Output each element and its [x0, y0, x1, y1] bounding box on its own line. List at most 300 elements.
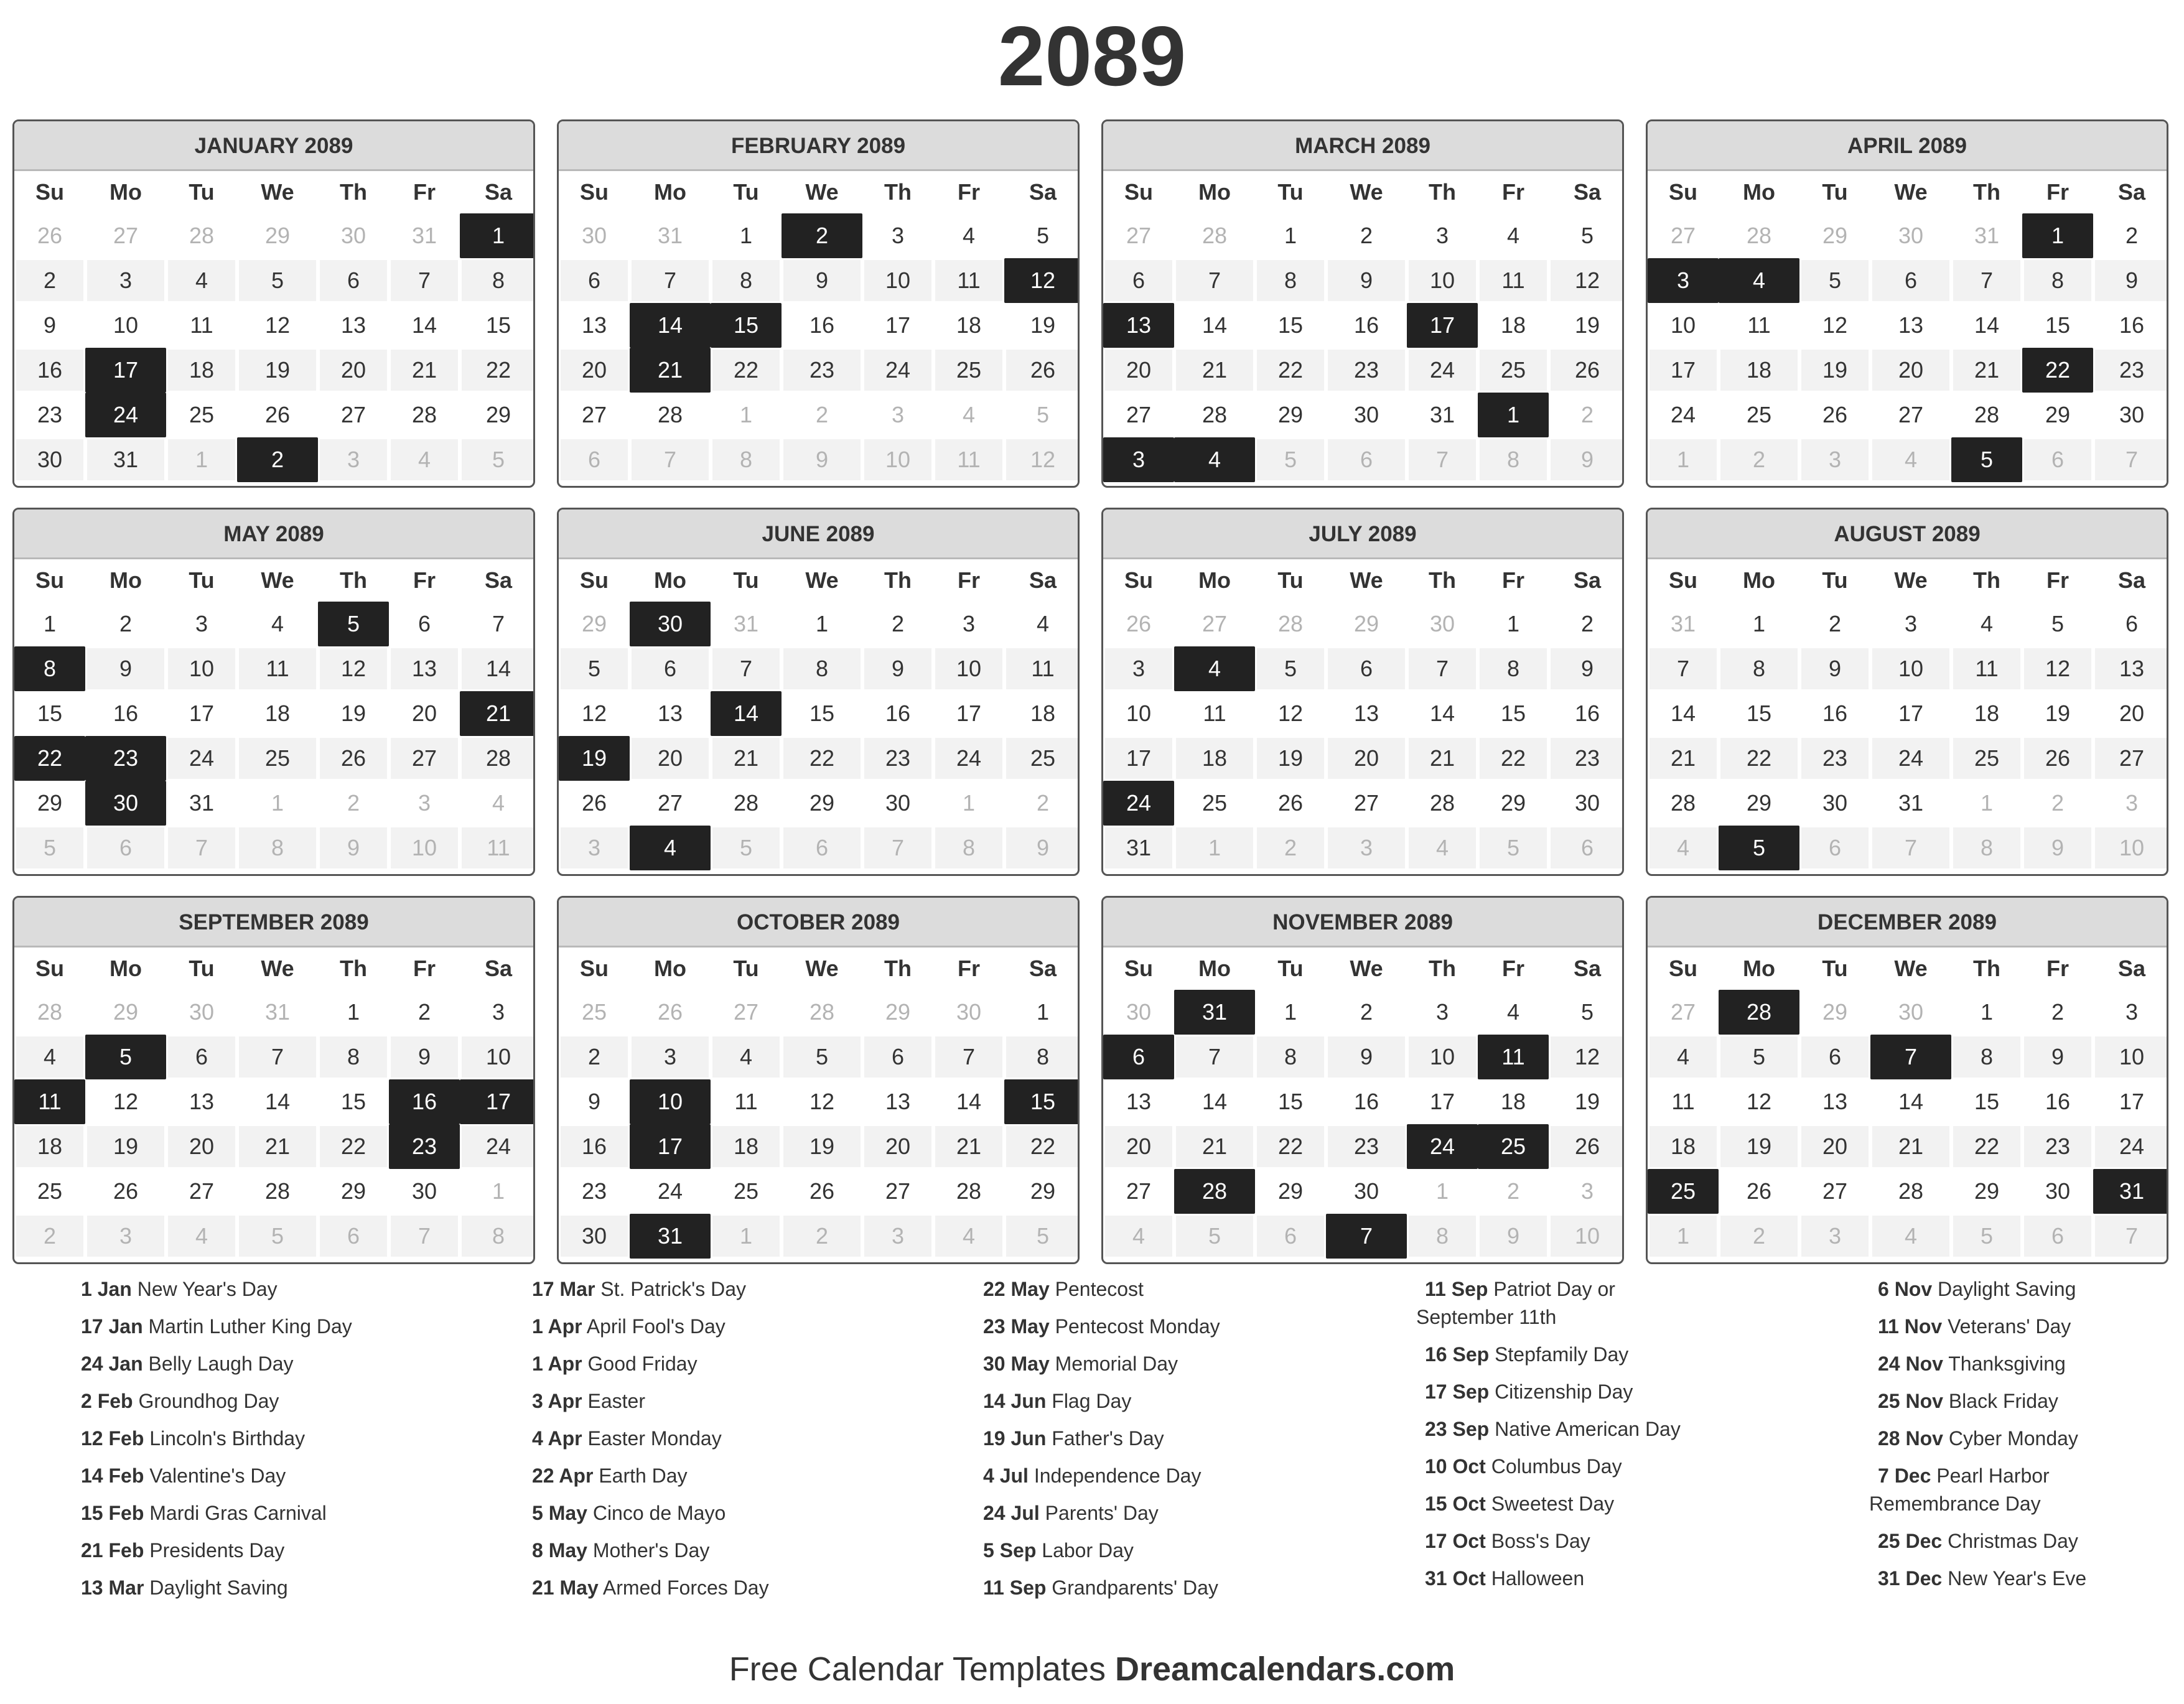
- holiday-name: Thanksgiving: [1948, 1352, 2066, 1375]
- day-cell: 27: [1103, 1169, 1174, 1214]
- day-cell: 12: [782, 1079, 862, 1124]
- day-cell: 28: [14, 990, 85, 1035]
- day-cell: 7: [630, 437, 711, 482]
- month-calendar: [1101, 508, 1624, 876]
- day-cell-holiday: 30: [85, 781, 166, 826]
- day-cell: 6: [862, 1035, 933, 1079]
- day-cell: 4: [1648, 826, 1719, 870]
- holiday-item: [81, 1462, 504, 1490]
- day-cell: 29: [460, 393, 535, 437]
- day-cell: 7: [630, 258, 711, 303]
- day-cell: 12: [1549, 258, 1624, 303]
- day-cell: 5: [1951, 1214, 2022, 1259]
- day-cell: 19: [237, 348, 318, 393]
- day-cell: 6: [1549, 826, 1624, 870]
- day-cell: 5: [1799, 258, 1870, 303]
- day-cell: 22: [1255, 1124, 1326, 1169]
- day-cell: 20: [1103, 1124, 1174, 1169]
- day-cell: 28: [237, 1169, 318, 1214]
- day-cell: 13: [389, 646, 460, 691]
- day-cell: 22: [460, 348, 535, 393]
- day-cell: 7: [1174, 1035, 1255, 1079]
- holiday-name: Good Friday: [587, 1352, 698, 1375]
- day-cell: 22: [1255, 348, 1326, 393]
- day-cell: 9: [1799, 646, 1870, 691]
- holiday-date: 17 Mar: [532, 1278, 595, 1300]
- day-cell-holiday: 15: [1004, 1079, 1080, 1124]
- day-cell: 5: [1549, 990, 1624, 1035]
- day-cell: 29: [14, 781, 85, 826]
- day-cell: 17: [862, 303, 933, 348]
- weekday-label: Tu: [733, 956, 759, 981]
- weekday-label: Tu: [1277, 956, 1304, 981]
- day-cell: 7: [933, 1035, 1004, 1079]
- day-cell: 22: [1478, 736, 1549, 781]
- day-cell: 1: [933, 781, 1004, 826]
- day-cell: 6: [559, 437, 630, 482]
- holiday-name: Native American Day: [1495, 1418, 1681, 1440]
- day-cell: 12: [237, 303, 318, 348]
- day-cell: 30: [1870, 990, 1951, 1035]
- holiday-name: Cyber Monday: [1948, 1427, 2078, 1450]
- weekday-label: Sa: [484, 179, 513, 205]
- day-cell: 21: [933, 1124, 1004, 1169]
- holiday-name: Martin Luther King Day: [148, 1315, 352, 1338]
- holiday-name: Independence Day: [1034, 1464, 1202, 1487]
- holiday-name: Patriot Day or September 11th: [1416, 1278, 1615, 1328]
- day-cell: 21: [1174, 348, 1255, 393]
- holiday-name: Citizenship Day: [1495, 1380, 1633, 1403]
- day-cell: 1: [711, 393, 782, 437]
- day-cell: 13: [1103, 1079, 1174, 1124]
- day-cell: 3: [166, 602, 237, 646]
- day-cell: 21: [389, 348, 460, 393]
- weekday-label: Fr: [958, 956, 980, 981]
- holiday-date: 5 May: [532, 1502, 587, 1524]
- weekday-label: Th: [1973, 179, 2000, 205]
- day-cell: 10: [460, 1035, 535, 1079]
- day-cell: 14: [1174, 1079, 1255, 1124]
- day-cell: 7: [2093, 1214, 2168, 1259]
- weekday-label: Tu: [189, 956, 215, 981]
- day-cell: 14: [237, 1079, 318, 1124]
- day-cell: 27: [711, 990, 782, 1035]
- day-cell: 18: [1951, 691, 2022, 736]
- holiday-date: 11 Sep: [983, 1576, 1047, 1599]
- day-cell: 8: [318, 1035, 389, 1079]
- day-cell: 3: [85, 1214, 166, 1259]
- day-cell: 21: [1407, 736, 1478, 781]
- holiday-name: Columbus Day: [1491, 1455, 1622, 1478]
- day-cell: 27: [1870, 393, 1951, 437]
- day-cell: 23: [1799, 736, 1870, 781]
- weekday-label: Mo: [654, 956, 686, 981]
- weekday-label: We: [1350, 956, 1383, 981]
- day-cell: 26: [1799, 393, 1870, 437]
- day-cell-holiday: 22: [14, 736, 85, 781]
- month-title: DECEMBER 2089: [1648, 898, 2167, 947]
- day-cell: 23: [2022, 1124, 2093, 1169]
- weekday-label: We: [1894, 179, 1928, 205]
- day-cell: 18: [1719, 348, 1799, 393]
- day-cell: 30: [14, 437, 85, 482]
- holiday-name: Flag Day: [1052, 1390, 1132, 1412]
- holiday-date: 16 Sep: [1425, 1343, 1490, 1366]
- weekday-label: Fr: [2046, 179, 2069, 205]
- day-cell: 5: [1255, 646, 1326, 691]
- day-cell: 3: [630, 1035, 711, 1079]
- day-cell: 25: [237, 736, 318, 781]
- day-cell-holiday: 11: [1478, 1035, 1549, 1079]
- weekday-label: Fr: [413, 179, 436, 205]
- day-cell: 6: [389, 602, 460, 646]
- day-cell: 28: [389, 393, 460, 437]
- day-cell: 18: [933, 303, 1004, 348]
- day-cell: 7: [237, 1035, 318, 1079]
- day-cell: 19: [2022, 691, 2093, 736]
- day-cell: 20: [166, 1124, 237, 1169]
- day-cell: 9: [85, 646, 166, 691]
- holiday-name: Armed Forces Day: [602, 1576, 769, 1599]
- holiday-date: 28 Nov: [1878, 1427, 1943, 1450]
- day-cell: 20: [559, 348, 630, 393]
- day-cell: 29: [782, 781, 862, 826]
- day-cell: 27: [1326, 781, 1407, 826]
- month-calendar: [557, 119, 1080, 488]
- day-cell: 17: [933, 691, 1004, 736]
- day-cell: 27: [1103, 213, 1174, 258]
- month-calendar: [1101, 119, 1624, 488]
- day-cell: 3: [1407, 990, 1478, 1035]
- day-cell: 7: [1174, 258, 1255, 303]
- holiday-item: [81, 1275, 504, 1303]
- day-cell: 7: [1407, 646, 1478, 691]
- day-cell: 23: [1326, 1124, 1407, 1169]
- day-cell: 28: [1719, 213, 1799, 258]
- day-cell: 9: [1326, 258, 1407, 303]
- day-cell: 27: [85, 213, 166, 258]
- month-title: MAY 2089: [14, 510, 533, 559]
- holiday-item: [532, 1462, 955, 1490]
- day-cell: 15: [1255, 1079, 1326, 1124]
- day-cell: 11: [1174, 691, 1255, 736]
- day-cell: 10: [933, 646, 1004, 691]
- holiday-name: Belly Laugh Day: [148, 1352, 294, 1375]
- weekday-label: We: [805, 956, 839, 981]
- day-cell: 16: [2022, 1079, 2093, 1124]
- day-cell: 22: [782, 736, 862, 781]
- day-cell: 1: [1951, 990, 2022, 1035]
- day-cell: 10: [389, 826, 460, 870]
- day-cell: 11: [711, 1079, 782, 1124]
- weekday-label: Th: [1429, 567, 1456, 593]
- day-cell: 26: [318, 736, 389, 781]
- day-cell: 10: [1549, 1214, 1624, 1259]
- holiday-item: [81, 1350, 504, 1378]
- day-cell: 29: [1004, 1169, 1080, 1214]
- day-cell: 27: [389, 736, 460, 781]
- day-cell: 31: [1870, 781, 1951, 826]
- month-title: JUNE 2089: [559, 510, 1078, 559]
- day-cell: 1: [1407, 1169, 1478, 1214]
- day-cell: 16: [14, 348, 85, 393]
- holiday-item: [81, 1425, 504, 1453]
- holiday-date: 31 Oct: [1425, 1567, 1486, 1590]
- day-cell: 10: [1407, 1035, 1478, 1079]
- weekday-label: Fr: [413, 956, 436, 981]
- day-cell: 8: [1255, 258, 1326, 303]
- weekday-label: We: [1894, 567, 1928, 593]
- holiday-date: 23 May: [983, 1315, 1050, 1338]
- holiday-date: 10 Oct: [1425, 1455, 1486, 1478]
- day-cell: 2: [2093, 213, 2168, 258]
- day-cell: 3: [2093, 781, 2168, 826]
- day-cell: 23: [782, 348, 862, 393]
- day-cell: 12: [85, 1079, 166, 1124]
- day-cell: 31: [1648, 602, 1719, 646]
- day-cell-holiday: 16: [389, 1079, 460, 1124]
- day-cell: 1: [318, 990, 389, 1035]
- day-cell: 11: [1478, 258, 1549, 303]
- holiday-name: Grandparents' Day: [1052, 1576, 1218, 1599]
- day-cell: 5: [2022, 602, 2093, 646]
- holiday-name: Labor Day: [1042, 1539, 1134, 1562]
- day-cell: 6: [318, 1214, 389, 1259]
- day-cell: 16: [1326, 303, 1407, 348]
- day-cell: 31: [85, 437, 166, 482]
- weekday-label: We: [261, 567, 294, 593]
- day-cell: 9: [318, 826, 389, 870]
- day-cell: 6: [2022, 1214, 2093, 1259]
- weekday-label: Mo: [1743, 567, 1775, 593]
- holiday-date: 1 Jan: [81, 1278, 132, 1300]
- day-cell: 8: [1951, 1035, 2022, 1079]
- day-cell: 28: [1174, 393, 1255, 437]
- day-cell: 16: [559, 1124, 630, 1169]
- day-cell: 25: [933, 348, 1004, 393]
- weekday-label: Fr: [2046, 956, 2069, 981]
- holiday-date: 14 Jun: [983, 1390, 1047, 1412]
- day-cell-holiday: 14: [630, 303, 711, 348]
- day-cell: 11: [166, 303, 237, 348]
- day-cell: 2: [1799, 602, 1870, 646]
- holiday-name: Valentine's Day: [149, 1464, 286, 1487]
- day-cell-holiday: 7: [1870, 1035, 1951, 1079]
- day-cell: 30: [1326, 1169, 1407, 1214]
- holiday-date: 11 Nov: [1878, 1315, 1943, 1338]
- day-cell-holiday: 19: [559, 736, 630, 781]
- day-cell: 3: [1407, 213, 1478, 258]
- day-cell-holiday: 28: [1174, 1169, 1255, 1214]
- weekday-label: Mo: [1198, 567, 1231, 593]
- day-cell: 11: [1648, 1079, 1719, 1124]
- day-cell: 4: [460, 781, 535, 826]
- weekday-label: Th: [1429, 179, 1456, 205]
- holiday-item: [81, 1313, 504, 1341]
- day-cell: 8: [237, 826, 318, 870]
- day-cell: 15: [782, 691, 862, 736]
- day-cell: 18: [711, 1124, 782, 1169]
- day-cell: 7: [460, 602, 535, 646]
- month-calendar: [12, 508, 535, 876]
- day-cell: 19: [1549, 1079, 1624, 1124]
- holiday-item: [532, 1425, 955, 1453]
- holiday-date: 12 Feb: [81, 1427, 144, 1450]
- holiday-name: St. Patrick's Day: [600, 1278, 746, 1300]
- day-cell: 9: [14, 303, 85, 348]
- holiday-name: Mardi Gras Carnival: [149, 1502, 327, 1524]
- day-cell: 18: [1478, 303, 1549, 348]
- day-cell: 28: [166, 213, 237, 258]
- day-cell: 26: [2022, 736, 2093, 781]
- day-cell-holiday: 25: [1648, 1169, 1719, 1214]
- day-cell: 13: [1326, 691, 1407, 736]
- day-cell: 1: [1255, 213, 1326, 258]
- holiday-date: 4 Jul: [983, 1464, 1029, 1487]
- day-cell: 4: [1004, 602, 1080, 646]
- day-cell: 29: [1255, 393, 1326, 437]
- day-cell: 5: [1174, 1214, 1255, 1259]
- day-cell-holiday: 8: [14, 646, 85, 691]
- day-cell: 24: [933, 736, 1004, 781]
- day-cell: 6: [166, 1035, 237, 1079]
- day-cell: 24: [630, 1169, 711, 1214]
- day-cell: 24: [166, 736, 237, 781]
- day-cell: 7: [862, 826, 933, 870]
- month-calendar: [12, 119, 535, 488]
- weekday-label: Mo: [1198, 179, 1231, 205]
- holiday-date: 19 Jun: [983, 1427, 1047, 1450]
- footer-site-link[interactable]: Dreamcalendars.com: [1115, 1650, 1455, 1688]
- day-cell: 13: [318, 303, 389, 348]
- day-cell: 15: [2022, 303, 2093, 348]
- holiday-name: April Fool's Day: [586, 1315, 726, 1338]
- day-cell: 18: [1478, 1079, 1549, 1124]
- day-cell-holiday: 2: [237, 437, 318, 482]
- day-cell: 26: [237, 393, 318, 437]
- day-cell: 4: [1478, 213, 1549, 258]
- day-cell: 3: [460, 990, 535, 1035]
- weekday-label: Th: [340, 179, 367, 205]
- day-cell: 3: [559, 826, 630, 870]
- day-cell: 11: [237, 646, 318, 691]
- day-cell: 23: [14, 393, 85, 437]
- day-cell: 25: [1004, 736, 1080, 781]
- holiday-date: 15 Feb: [81, 1502, 144, 1524]
- weekday-label: Fr: [1502, 567, 1524, 593]
- day-cell: 30: [1326, 393, 1407, 437]
- day-cell: 6: [1103, 258, 1174, 303]
- day-cell: 25: [1478, 348, 1549, 393]
- holiday-item: [1878, 1313, 2184, 1341]
- day-cell: 16: [1549, 691, 1624, 736]
- day-cell-holiday: 5: [85, 1035, 166, 1079]
- holiday-item: [983, 1574, 1406, 1602]
- day-cell: 5: [1549, 213, 1624, 258]
- day-cell: 23: [1326, 348, 1407, 393]
- day-cell-holiday: 10: [630, 1079, 711, 1124]
- day-cell: 5: [460, 437, 535, 482]
- holiday-name: Memorial Day: [1055, 1352, 1178, 1375]
- holiday-item: [1425, 1453, 1848, 1481]
- day-cell: 1: [166, 437, 237, 482]
- day-cell: 11: [460, 826, 535, 870]
- holiday-date: 17 Sep: [1425, 1380, 1490, 1403]
- day-cell: 30: [1870, 213, 1951, 258]
- day-cell: 20: [1326, 736, 1407, 781]
- weekday-label: Mo: [110, 567, 142, 593]
- day-cell: 14: [389, 303, 460, 348]
- day-cell: 1: [460, 1169, 535, 1214]
- day-cell: 15: [460, 303, 535, 348]
- day-cell: 9: [389, 1035, 460, 1079]
- day-cell: 30: [1407, 602, 1478, 646]
- weekday-label: Th: [1429, 956, 1456, 981]
- holiday-date: 25 Dec: [1878, 1530, 1943, 1552]
- weekday-label: Th: [340, 567, 367, 593]
- day-cell: 5: [711, 826, 782, 870]
- day-cell: 10: [85, 303, 166, 348]
- month-title: JULY 2089: [1103, 510, 1622, 559]
- holiday-date: 21 Feb: [81, 1539, 144, 1562]
- day-cell: 6: [1799, 1035, 1870, 1079]
- day-cell: 19: [1799, 348, 1870, 393]
- day-cell: 22: [1004, 1124, 1080, 1169]
- day-cell: 30: [2022, 1169, 2093, 1214]
- month-title: MARCH 2089: [1103, 121, 1622, 171]
- day-cell: 28: [630, 393, 711, 437]
- day-cell: 9: [1004, 826, 1080, 870]
- day-cell: 6: [782, 826, 862, 870]
- weekday-label: Su: [579, 956, 609, 981]
- holiday-date: 1 Apr: [532, 1352, 582, 1375]
- day-cell: 4: [166, 1214, 237, 1259]
- holiday-name: Daylight Saving: [149, 1576, 288, 1599]
- day-cell: 4: [166, 258, 237, 303]
- holiday-date: 11 Sep: [1425, 1278, 1488, 1300]
- day-cell: 18: [1174, 736, 1255, 781]
- holiday-date: 14 Feb: [81, 1464, 144, 1487]
- day-cell: 7: [1870, 826, 1951, 870]
- day-cell: 28: [460, 736, 535, 781]
- day-cell: 29: [237, 213, 318, 258]
- day-cell: 27: [1799, 1169, 1870, 1214]
- holiday-date: 17 Jan: [81, 1315, 143, 1338]
- day-cell-holiday: 3: [1103, 437, 1174, 482]
- weekday-label: We: [1350, 567, 1383, 593]
- day-cell: 10: [862, 437, 933, 482]
- holiday-name: Cinco de Mayo: [592, 1502, 726, 1524]
- day-cell-holiday: 31: [1174, 990, 1255, 1035]
- day-cell: 10: [166, 646, 237, 691]
- weekday-label: Su: [1124, 956, 1153, 981]
- day-cell: 11: [933, 258, 1004, 303]
- day-cell: 5: [782, 1035, 862, 1079]
- day-cell: 13: [2093, 646, 2168, 691]
- day-cell: 3: [1103, 646, 1174, 691]
- weekday-label: Th: [884, 956, 912, 981]
- month-title: APRIL 2089: [1648, 121, 2167, 171]
- day-cell: 5: [14, 826, 85, 870]
- day-cell: 1: [782, 602, 862, 646]
- day-cell: 26: [1004, 348, 1080, 393]
- day-cell: 12: [1004, 437, 1080, 482]
- day-cell: 4: [1648, 1035, 1719, 1079]
- day-cell: 20: [1103, 348, 1174, 393]
- day-cell: 9: [782, 258, 862, 303]
- day-cell: 27: [630, 781, 711, 826]
- day-cell: 14: [1407, 691, 1478, 736]
